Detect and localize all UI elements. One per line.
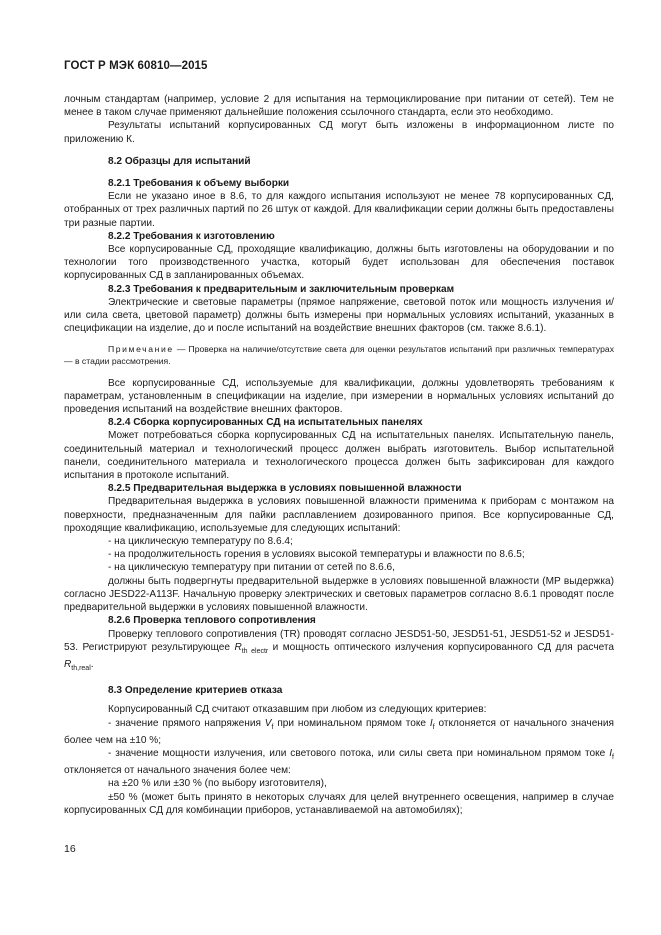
paragraph: должны быть подвергнуты предварительной выдержке в условиях повышенной влажности (МР выдержка) согласно JESD22-A113F. Начальную проверку электрических и световых параметров согласно 8.6.1 проводят после предварительной выдержки в условиях повышенной влажности. [64,575,614,614]
text-run: - значение мощности излучения, или светового потока, или силы света при номинальном прямом токе [108,747,610,759]
section-heading-8-2-6: 8.2.6 Проверка теплового сопротивления [108,615,316,627]
text-run: и мощность оптического излучения корпусированного СД для расчета [268,641,615,653]
symbol-r: R [234,641,242,653]
criterion-item [64,747,614,777]
text-run: отклоняется от начального значения более чем: [64,765,291,777]
paragraph: Все корпусированные СД, проходящие квалификацию, должны быть изготовлены на оборудовании и по технологии того производственного участка, который будет использован для обеспечения поставок корпусированных СД в запланированных объемах. [64,244,614,282]
document-body [64,93,614,817]
page-number: 16 [64,843,76,855]
section-heading-8-2-5: 8.2.5 Предварительная выдержка в условиях повышенной влажности [108,483,462,495]
paragraph: Если не указано иное в 8.6, то для каждого испытания используют не менее 78 корпусированных СД, отобранных от трех различных партий по 26 штук от каждой. Для квалификации серии должны быть предоставлены три разные партии. [64,191,614,229]
document-header: ГОСТ Р МЭК 60810—2015 [64,60,208,72]
section-heading-8-2-4: 8.2.4 Сборка корпусированных СД на испытательных панелях [108,417,423,429]
symbol-subscript: th,real [71,664,91,672]
paragraph [64,628,614,676]
symbol-subscript: f [271,723,274,731]
text-run: - значение прямого напряжения [108,717,265,729]
paragraph: Может потребоваться сборка корпусированных СД на испытательных панелях. Испытательную панель, соединительный материал и технологический процесс должен выбрать изготовитель. Выбор испытательной панели, соединительного материала и технологического процесса должен быть зафиксирован для каждого испытания в протоколе испытаний. [64,430,614,482]
criterion-option: на ±20 % или ±30 % (по выбору изготовителя), [108,778,327,790]
paragraph: Результаты испытаний корпусированных СД могут быть изложены в информационном листе по приложению К. [64,120,614,145]
symbol-subscript: f [432,723,435,731]
text-run: . [90,658,94,670]
section-heading-8-3: 8.3 Определение критериев отказа [108,685,283,697]
criterion-option: ±50 % (может быть принято в некоторых случаях для целей внутреннего освещения, например в случае корпусированных СД для комбинации приборов, устанавливаемой на автомобилях); [64,791,614,816]
section-heading-8-2-2: 8.2.2 Требования к изготовлению [108,230,275,242]
text-run: отклоняется от начального значения более чем на ±10 %; [64,717,614,746]
text-run: при номинальном прямом токе [273,717,430,729]
paragraph: Предварительная выдержка в условиях повышенной влажности применима к приборам с монтажом на поверхности, предназначенным для пайки расплавлением дозированного припоя. Все корпусированные СД, проходящие квалификацию, используемые для следующих испытаний: [64,496,614,534]
symbol-v: V [264,717,272,729]
note-text: — Проверка на наличие/отсутствие света для оценки результатов испытаний при различных температурах — в стадии рассмотрения. [64,344,614,367]
list-item: - на циклическую температуру по 8.6.4; [108,536,293,548]
section-heading-8-2-1: 8.2.1 Требования к объему выборки [108,178,290,190]
paragraph: Корпусированный СД считают отказавшим при любом из следующих критериев: [108,704,487,716]
symbol-r: R [64,658,72,670]
text-run: Проверку теплового сопротивления (TR) проводят согласно JESD51-50, JESD51-51, JESD51-52 и JESD51-53. Регистрируют результирующее [64,628,614,653]
symbol-i: I [609,747,613,759]
note-label: Примечание [108,344,174,355]
paragraph: Все корпусированные СД, используемые для квалификации, должны удовлетворять требованиям к параметрам, установленным в спецификации на изделие, при измерении в нормальных условиях испытаний до проведения испытаний на воздействие внешних факторов. [64,377,614,416]
paragraph: Электрические и световые параметры (прямое напряжение, световой поток или мощность излучения и/или сила света, цветовой параметр) должны быть измерены при нормальных условиях испытаний, указанных в спецификации на изделие, до и после испытаний на воздействие внешних факторов (см. также 8.6.1). [64,296,614,335]
list-item: - на продолжительность горения в условиях высокой температуры и влажности по 8.6.5; [108,549,525,561]
criterion-item [64,717,614,747]
paragraph: лочным стандартам (например, условие 2 для испытания на термоциклирование при питании от сетей). Тем не менее в таком случае применяют дальнейшие положения ссылочного стандарта, если это необходимо. [64,94,614,119]
section-heading-8-2: 8.2 Образцы для испытаний [108,155,251,167]
symbol-subscript: f [612,753,614,761]
symbol-subscript: th electr [241,647,269,655]
note [64,344,614,367]
symbol-i: I [429,717,433,729]
list-item: - на циклическую температуру при питании от сетей по 8.6.6, [108,562,395,574]
section-heading-8-2-3: 8.2.3 Требования к предварительным и заключительным проверкам [108,283,455,295]
